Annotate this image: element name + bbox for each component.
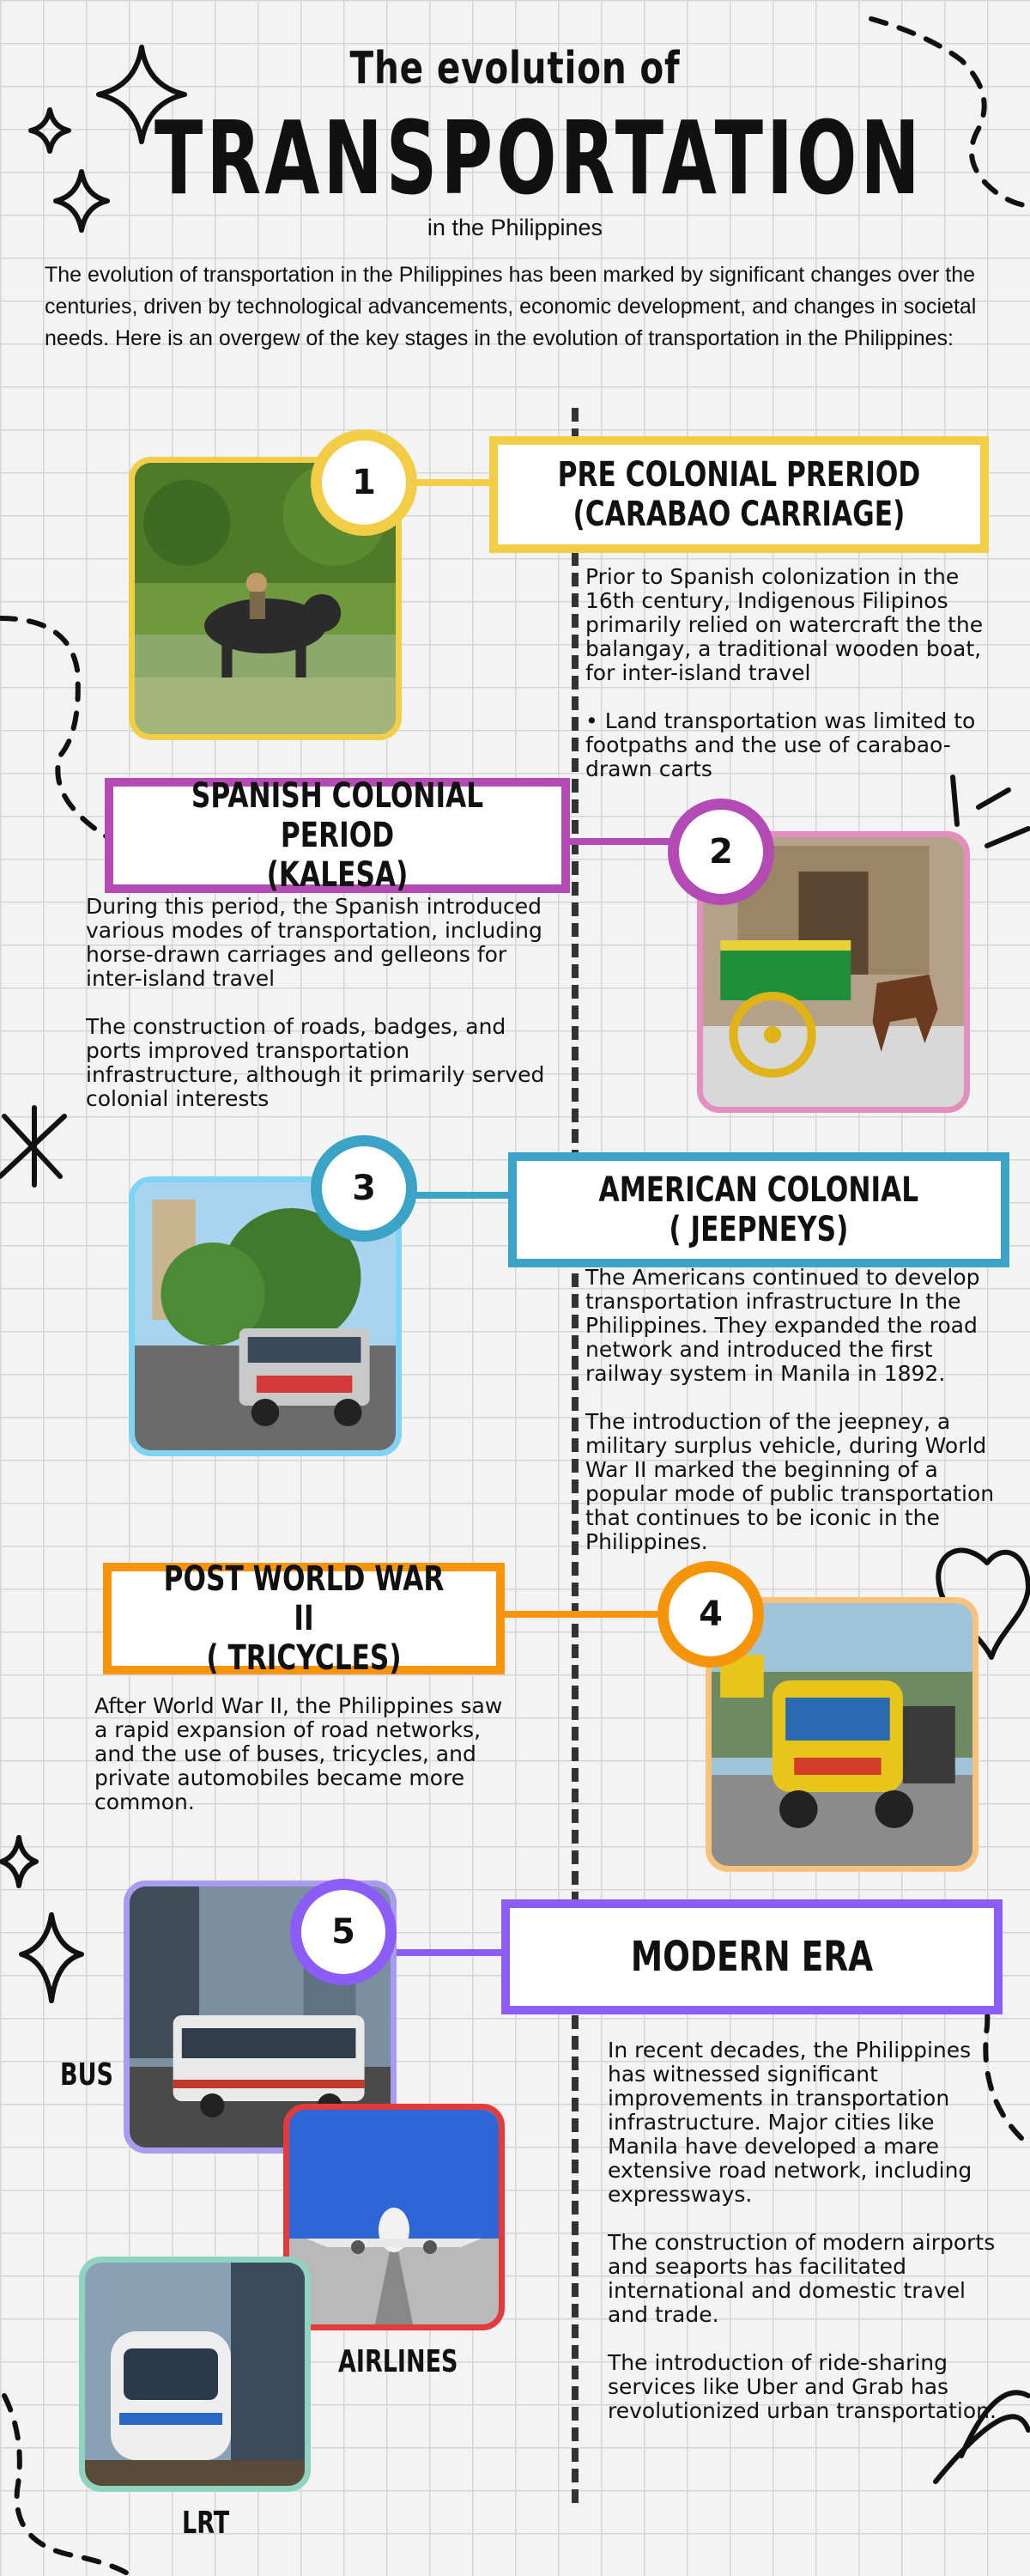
airplane-photo-icon <box>289 2110 499 2324</box>
train-photo-icon <box>85 2263 305 2486</box>
airlines-label: AIRLINES <box>338 2344 458 2379</box>
stage-4-connector <box>505 1611 659 1618</box>
stage-1-description: Prior to Spanish colonization in the 16th century, Indigenous Filipinos primarily relied on watercraft the the balangay, a traditional wooden boat, for inter-island travel • Land transportation was limited to footpaths and the use of carabao-drawn carts <box>585 564 984 781</box>
title-subtitle: in the Philippines <box>427 215 603 240</box>
airlines-photo <box>283 2104 505 2330</box>
lrt-label: LRT <box>182 2506 230 2541</box>
stage-4-title-box <box>103 1559 505 1678</box>
stage-2-title-box <box>105 778 570 893</box>
sparkle-icon <box>21 1915 82 2001</box>
stage-3-connector <box>412 1192 515 1199</box>
stage-3-number: 3 <box>311 1135 417 1242</box>
stage-5-connector <box>397 1949 508 1956</box>
stage-4-number: 4 <box>657 1561 764 1668</box>
title-line-1: The evolution of <box>349 43 681 94</box>
stage-4-description: After World War II, the Philippines saw a rapid expansion of road networks, and the use of buses, tricycles, and private automobiles became more common. <box>94 1693 503 1814</box>
stage-1-connector <box>412 479 498 486</box>
stage-1-title-box <box>489 436 989 553</box>
main-title: TRANSPORTATION <box>154 99 924 217</box>
stage-5-number: 5 <box>290 1879 397 1985</box>
timeline-spine <box>572 408 579 2503</box>
starburst-icon <box>0 1108 64 1185</box>
stage-3-description: The Americans continued to develop transportation infrastructure In the Philippines. They expanded the road network and introduced the first railway system in Manila in 1892. The introduction of the jeepney, a military surplus vehicle, during World War II marked the beginning of a popular mode of public transportation that continues to be iconic in the Philippines. <box>585 1265 995 1554</box>
stage-5-title-box <box>501 1899 1003 2014</box>
sparkle-icon <box>2 1838 36 1886</box>
stage-5-description: In recent decades, the Philippines has witnessed significant improvements in transportation infrastructure. Major cities like Manila have developed a mare extensive road network, including expressways. The construction of modern airports and seaports has facilitated international and domestic travel and trade. The introduction of ride-sharing services like Uber and Grab has revolutionized urban transportation. <box>608 2038 997 2423</box>
stage-3-title-box <box>508 1152 1009 1267</box>
stage-2-title: SPANISH COLONIAL PERIOD (KALESA) <box>191 776 484 895</box>
stage-1-number: 1 <box>311 429 417 536</box>
intro-paragraph: The evolution of transportation in the Philippines has been marked by significant changes over the centuries, driven by technological advancements, economic development, and changes in societal needs. Here is an overgew of the key stages in the evolution of transportation in the Philippines: <box>45 263 977 350</box>
stage-2-description: During this period, the Spanish introduced various modes of transportation, including horse-drawn carriages and gelleons for inter-island travel The construction of roads, badges, and ports improved transportation infrastructure, although it primarily served colonial interests <box>86 894 545 1111</box>
stage-3-title: AMERICAN COLONIAL ( JEEPNEYS) <box>598 1170 919 1249</box>
stage-1-title: PRE COLONIAL PRERIOD (CARABAO CARRIAGE) <box>557 455 921 534</box>
stage-5-title: MODERN ERA <box>630 1933 874 1981</box>
accent-strokes-icon <box>953 777 1028 846</box>
dashed-arrow-icon <box>0 618 107 837</box>
sparkle-icon <box>31 110 69 151</box>
bus-label: BUS <box>60 2057 113 2093</box>
stage-4-title: POST WORLD WAR II ( TRICYCLES) <box>163 1559 445 1678</box>
stage-2-connector <box>570 838 673 845</box>
stage-2-number: 2 <box>668 799 774 905</box>
lrt-photo <box>79 2257 311 2492</box>
